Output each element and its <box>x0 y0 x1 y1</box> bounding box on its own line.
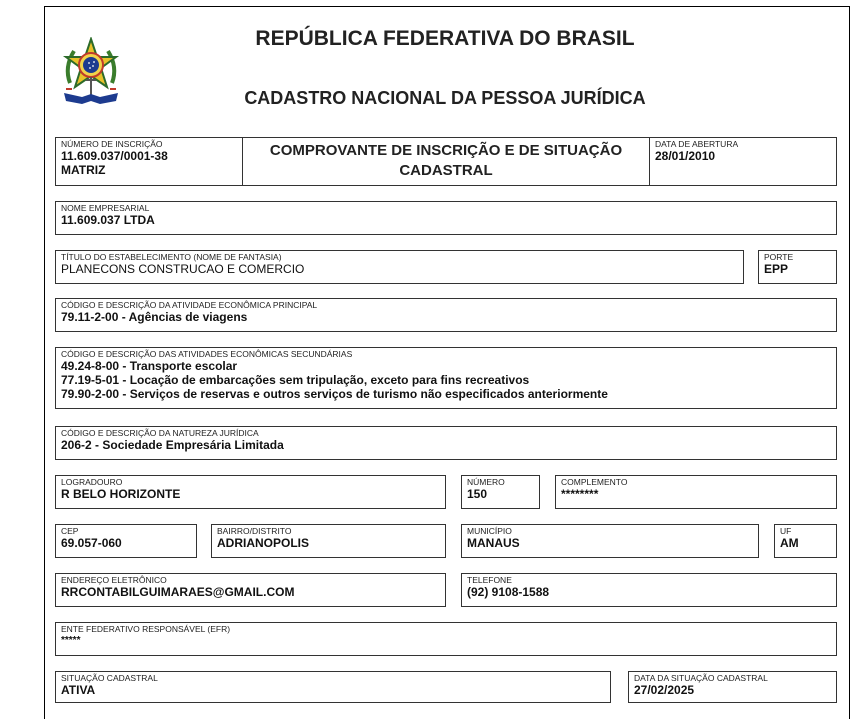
uf-label: UF <box>780 526 792 536</box>
bairro-box <box>211 524 446 558</box>
bairro-value: ADRIANOPOLIS <box>217 536 310 550</box>
data-situacao-label: DATA DA SITUAÇÃO CADASTRAL <box>634 673 768 683</box>
abertura-box <box>649 137 837 186</box>
bairro-label: BAIRRO/DISTRITO <box>217 526 292 536</box>
page-title: REPÚBLICA FEDERATIVA DO BRASIL <box>255 27 635 50</box>
complemento-box <box>555 475 837 509</box>
data-situacao-box <box>628 671 837 703</box>
uf-value: AM <box>780 536 799 550</box>
uf-box <box>774 524 837 558</box>
comprovante-box <box>242 137 650 186</box>
logradouro-value: R BELO HORIZONTE <box>61 487 181 501</box>
atividades-secundarias-label: CÓDIGO E DESCRIÇÃO DAS ATIVIDADES ECONÔMICAS SECUNDÁRIAS <box>61 349 353 359</box>
natureza-juridica-label: CÓDIGO E DESCRIÇÃO DA NATUREZA JURÍDICA <box>61 428 259 438</box>
email-box <box>55 573 446 607</box>
inscricao-box <box>55 137 243 186</box>
fantasia-box <box>55 250 744 284</box>
telefone-box <box>461 573 837 607</box>
comprovante-line1: COMPROVANTE DE INSCRIÇÃO E DE SITUAÇÃO <box>269 142 623 159</box>
logradouro-box <box>55 475 446 509</box>
complemento-label: COMPLEMENTO <box>561 477 628 487</box>
nome-empresarial-label: NOME EMPRESARIAL <box>61 203 150 213</box>
coat-of-arms-icon <box>60 37 122 105</box>
porte-box <box>758 250 837 284</box>
situacao-label: SITUAÇÃO CADASTRAL <box>61 673 158 683</box>
atividade-principal-box <box>55 298 837 332</box>
atividade-principal-value: 79.11-2-00 - Agências de viagens <box>61 310 248 324</box>
nome-empresarial-value: 11.609.037 LTDA <box>61 213 155 227</box>
porte-label: PORTE <box>764 252 794 262</box>
atividade-principal-label: CÓDIGO E DESCRIÇÃO DA ATIVIDADE ECONÔMICA PRINCIPAL <box>61 300 318 310</box>
nome-empresarial-box <box>55 201 837 235</box>
fantasia-label: TÍTULO DO ESTABELECIMENTO (NOME DE FANTASIA) <box>61 252 282 262</box>
cep-value: 69.057-060 <box>61 536 122 550</box>
abertura-value: 28/01/2010 <box>655 149 716 163</box>
list-item: 49.24-8-00 - Transporte escolar <box>61 359 238 373</box>
comprovante-line2: CADASTRAL <box>399 162 493 179</box>
porte-value: EPP <box>764 262 789 276</box>
numero-box <box>461 475 540 509</box>
atividades-secundarias-box <box>55 347 837 409</box>
numero-value: 150 <box>467 487 488 501</box>
municipio-value: MANAUS <box>467 536 520 550</box>
telefone-label: TELEFONE <box>467 575 512 585</box>
natureza-juridica-box <box>55 426 837 460</box>
email-value: RRCONTABILGUIMARAES@GMAIL.COM <box>61 585 295 599</box>
situacao-box <box>55 671 611 703</box>
telefone-value: (92) 9108-1588 <box>467 585 550 599</box>
natureza-juridica-value: 206-2 - Sociedade Empresária Limitada <box>61 438 284 452</box>
situacao-value: ATIVA <box>61 683 96 697</box>
municipio-label: MUNICÍPIO <box>467 526 512 536</box>
inscricao-label: NÚMERO DE INSCRIÇÃO <box>61 139 163 149</box>
efr-value: ***** <box>61 635 81 646</box>
municipio-box <box>461 524 759 558</box>
list-item: 77.19-5-01 - Locação de embarcações sem tripulação, exceto para fins recreativos <box>61 373 530 387</box>
cep-box <box>55 524 197 558</box>
data-situacao-value: 27/02/2025 <box>634 683 695 697</box>
logradouro-label: LOGRADOURO <box>61 477 123 487</box>
efr-box <box>55 622 837 656</box>
complemento-value: ******** <box>561 487 599 501</box>
email-label: ENDEREÇO ELETRÔNICO <box>61 575 167 585</box>
inscricao-numero: 11.609.037/0001-38 <box>61 149 168 163</box>
page-subtitle: CADASTRO NACIONAL DA PESSOA JURÍDICA <box>244 88 646 108</box>
efr-label: ENTE FEDERATIVO RESPONSÁVEL (EFR) <box>61 624 231 634</box>
numero-label: NÚMERO <box>467 477 505 487</box>
cep-label: CEP <box>61 526 79 536</box>
abertura-label: DATA DE ABERTURA <box>655 139 739 149</box>
list-item: 79.90-2-00 - Serviços de reservas e outros serviços de turismo não especificados anteriormente <box>61 387 608 401</box>
inscricao-tipo: MATRIZ <box>61 163 106 177</box>
fantasia-value: PLANECONS CONSTRUCAO E COMERCIO <box>61 262 305 276</box>
